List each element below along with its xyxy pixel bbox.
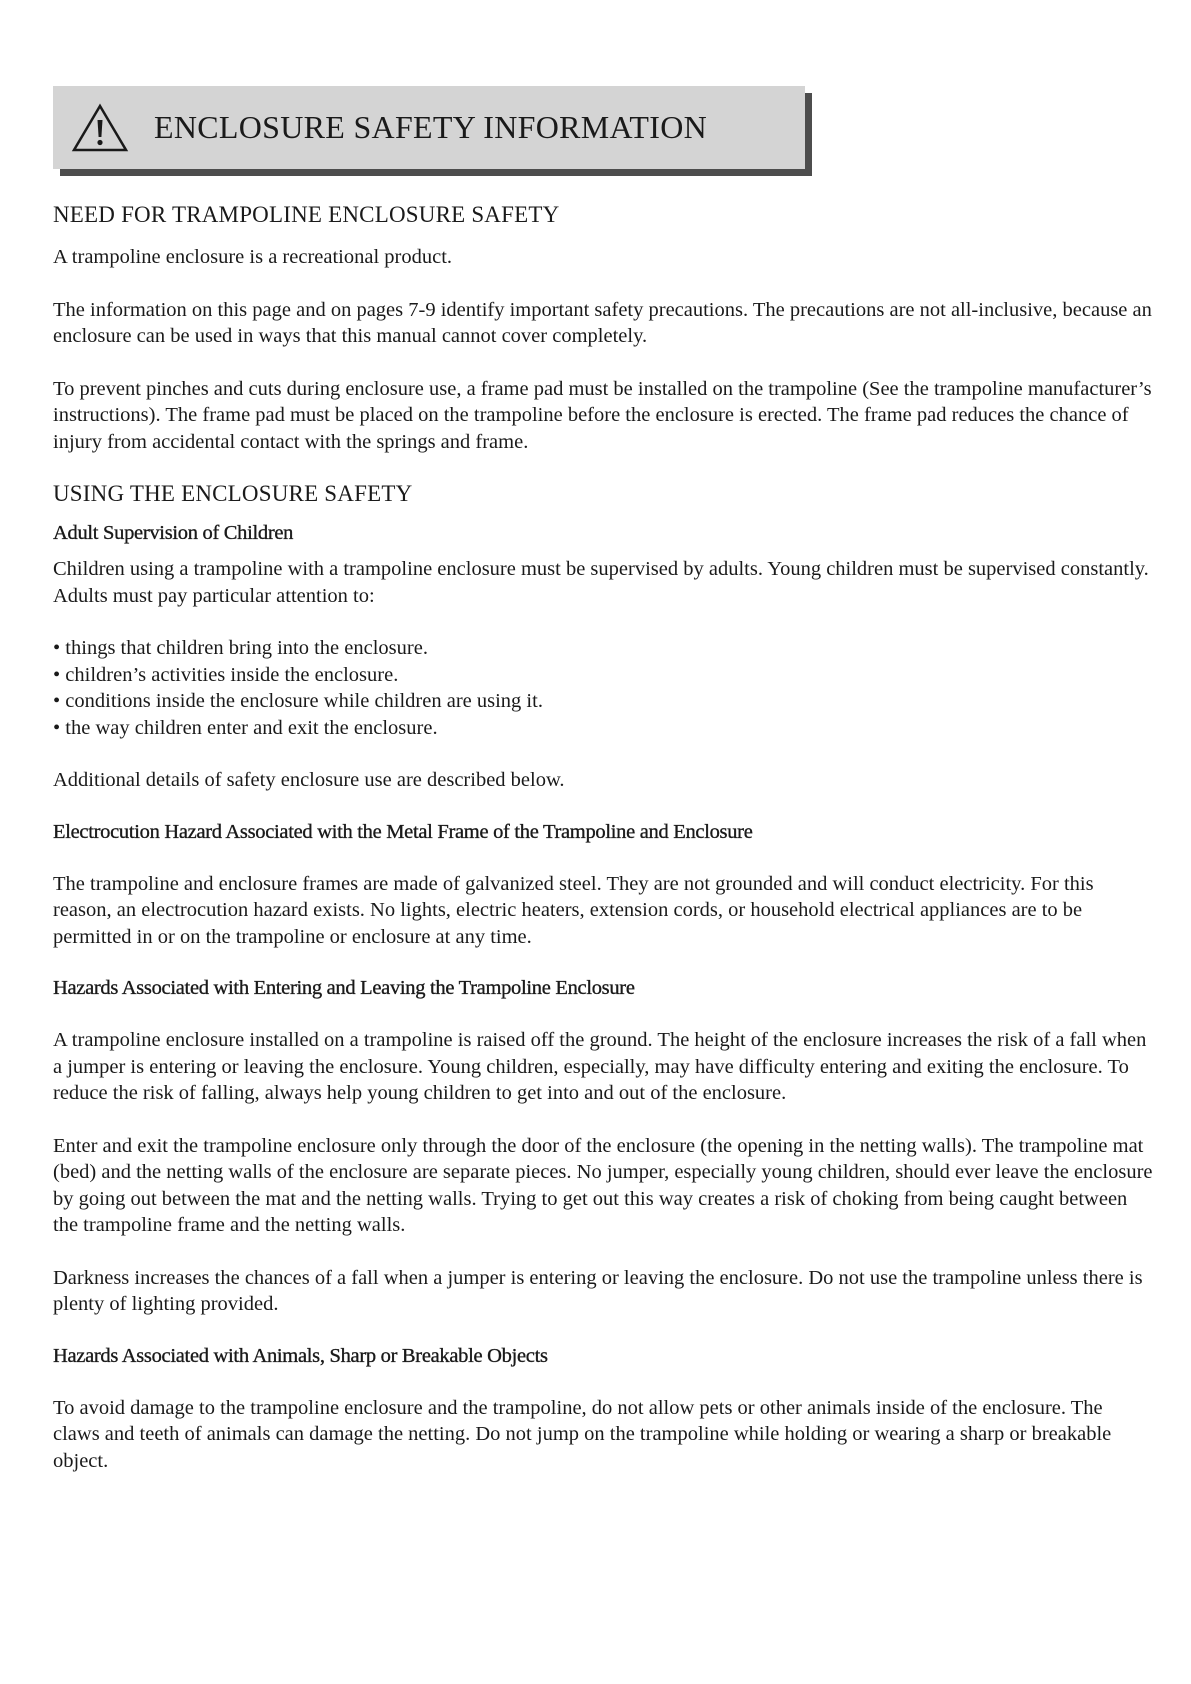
warning-triangle-icon xyxy=(71,103,129,153)
supervision-bullet-list xyxy=(53,635,1153,741)
banner-box xyxy=(53,86,805,169)
document-page xyxy=(53,86,1153,1474)
paragraph-darkness: Darkness increases the chances of a fall when a jumper is entering or leaving the enclosure. Do not use the trampoline unless there is plenty of lighting provided. xyxy=(53,1266,1143,1315)
subheading-adult-supervision: Adult Supervision of Children xyxy=(53,522,294,544)
paragraph-supervision-intro: Children using a trampoline with a trampoline enclosure must be supervised by adults. Young children must be supervised constantly. Adults must pay particular attention to: xyxy=(53,558,1149,607)
paragraph-recreational: A trampoline enclosure is a recreational product. xyxy=(53,246,453,268)
section-heading-need: NEED FOR TRAMPOLINE ENCLOSURE SAFETY xyxy=(53,202,560,227)
list-item: • things that children bring into the enclosure. xyxy=(53,637,428,659)
paragraph-raised-off-ground: A trampoline enclosure installed on a trampoline is raised off the ground. The height of the enclosure increases the risk of a fall when a jumper is entering or leaving the enclosure. Young children, especially, may have difficulty entering and exiting the enclosure. To reduce the risk of falling, always help young children to get into and out of the enclosure. xyxy=(53,1029,1147,1104)
paragraph-frame-pad: To prevent pinches and cuts during enclosure use, a frame pad must be installed on the trampoline (See the trampoline manufacturer’s instructions). The frame pad must be placed on the trampoline before the enclosure is erected. The frame pad reduces the chance of injury from accidental contact with the springs and frame. xyxy=(53,377,1152,453)
paragraph-electrocution: The trampoline and enclosure frames are made of galvanized steel. They are not grounded and will conduct electricity. For this reason, an electrocution hazard exists. No lights, electric heaters, extension cords, or household electrical appliances are to be permitted in or on the trampoline or enclosure at any time. xyxy=(53,872,1094,948)
list-item: • conditions inside the enclosure while children are using it. xyxy=(53,690,543,712)
subheading-animals-objects: Hazards Associated with Animals, Sharp or Breakable Objects xyxy=(53,1344,548,1367)
paragraph-enter-exit-door: Enter and exit the trampoline enclosure only through the door of the enclosure (the opening in the netting walls). The trampoline mat (bed) and the netting walls of the enclosure are separate pieces. No jumper, especially young children, should ever leave the enclosure by going out between the mat and the netting walls. Trying to get out this way creates a risk of choking from being caught between the trampoline frame and the netting walls. xyxy=(53,1134,1153,1236)
paragraph-animals: To avoid damage to the trampoline enclosure and the trampoline, do not allow pets or other animals inside of the enclosure. The claws and teeth of animals can damage the netting. Do not jump on the trampoline while holding or wearing a sharp or breakable object. xyxy=(53,1396,1112,1472)
list-item: • the way children enter and exit the enclosure. xyxy=(53,716,438,739)
list-item: • children’s activities inside the enclosure. xyxy=(53,663,399,686)
section-heading-using: USING THE ENCLOSURE SAFETY xyxy=(53,481,413,506)
section-banner xyxy=(53,86,811,176)
paragraph-precautions: The information on this page and on pages 7-9 identify important safety precautions. The precautions are not all-inclusive, because an enclosure can be used in ways that this manual cannot cover completely. xyxy=(53,298,1152,347)
subheading-entering-leaving: Hazards Associated with Entering and Leaving the Trampoline Enclosure xyxy=(53,977,635,999)
paragraph-additional-details: Additional details of safety enclosure use are described below. xyxy=(53,769,565,791)
subheading-electrocution: Electrocution Hazard Associated with the Metal Frame of the Trampoline and Enclosure xyxy=(53,820,753,843)
banner-title: ENCLOSURE SAFETY INFORMATION xyxy=(154,109,708,145)
